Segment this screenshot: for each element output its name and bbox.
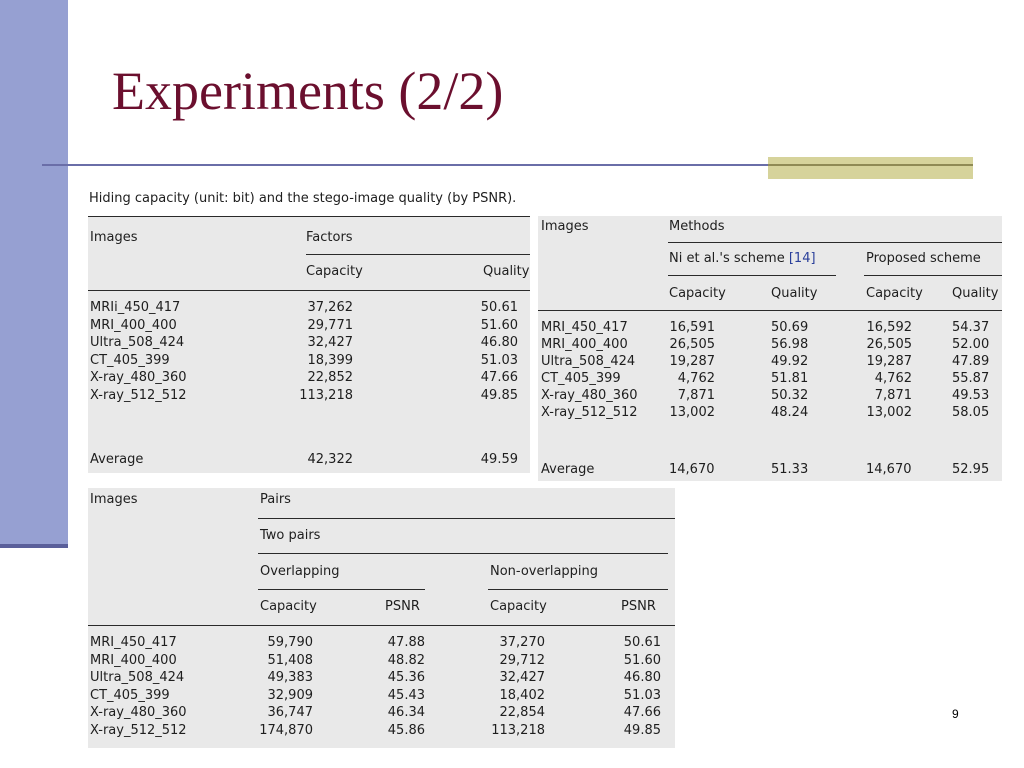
- table2-average-ni-quality: 51.33: [771, 462, 809, 477]
- table3-header-psnr-overlapping: PSNR: [385, 599, 420, 614]
- page-number: 9: [952, 707, 959, 721]
- table1-header-rule: [88, 290, 530, 291]
- table2-header-proposed-scheme: Proposed scheme: [866, 251, 981, 266]
- table2-header-quality-ni: Quality: [771, 286, 818, 301]
- table2-row-ni-quality: 48.24: [771, 405, 809, 420]
- table3: [88, 488, 675, 748]
- table2-average-ni-capacity: 14,670: [669, 462, 715, 477]
- table3-header-capacity-non-overlapping: Capacity: [490, 599, 547, 614]
- table3-row-nonoverlap-psnr: 51.60: [623, 652, 661, 668]
- left-accent-bar-edge: [0, 544, 68, 548]
- table1-average-capacity: 42,322: [307, 452, 353, 467]
- table2-row-image: MRI_450_417: [541, 320, 628, 335]
- table3-row-nonoverlap-capacity: 18,402: [499, 687, 545, 703]
- table2-average-proposed-quality: 52.95: [952, 462, 990, 477]
- table2-row-ni-capacity: 16,591: [669, 320, 715, 335]
- table2-row-image: Ultra_508_424: [541, 354, 636, 369]
- table1-caption: Hiding capacity (unit: bit) and the stego-image quality (by PSNR).: [89, 191, 517, 206]
- table1-row-image: X-ray_512_512: [90, 388, 187, 403]
- table1-row-image: MRI_400_400: [90, 317, 177, 333]
- table3-two-pairs-rule: [258, 553, 668, 554]
- table3-row-nonoverlap-psnr: 47.66: [623, 705, 661, 721]
- table3-row-image: CT_405_399: [90, 687, 170, 703]
- table2-header-methods: Methods: [669, 219, 725, 234]
- table1-top-rule: [88, 216, 530, 217]
- table2-row-ni-capacity: 4,762: [677, 371, 715, 386]
- table2-ni-rule: [668, 275, 836, 276]
- table3-row-nonoverlap-psnr: 50.61: [623, 635, 661, 650]
- table2-row-ni-capacity: 26,505: [669, 337, 715, 352]
- slide-title: Experiments (2/2): [112, 61, 504, 121]
- table3-row-overlap-psnr: 46.34: [387, 705, 425, 721]
- table1: [88, 216, 530, 473]
- table3-row-overlap-capacity: 174,870: [259, 723, 313, 738]
- table2-header-rule: [538, 310, 1002, 311]
- table1-row-quality: 46.80: [480, 335, 518, 351]
- table3-header-capacity-overlapping: Capacity: [260, 599, 317, 614]
- table2-row-proposed-quality: 47.89: [952, 354, 990, 369]
- table2-row-proposed-capacity: 19,287: [866, 354, 912, 369]
- table3-row-overlap-psnr: 45.86: [387, 723, 425, 738]
- table1-row-quality: 49.85: [480, 388, 518, 403]
- table1-row-image: MRIi_450_417: [90, 300, 181, 315]
- table3-row-image: MRI_400_400: [90, 652, 177, 668]
- table3-row-overlap-capacity: 36,747: [267, 705, 313, 721]
- table1-row-capacity: 113,218: [299, 388, 353, 403]
- table3-header-non-overlapping: Non-overlapping: [490, 564, 599, 579]
- table1-row-image: X-ray_480_360: [90, 370, 187, 386]
- table3-row-nonoverlap-capacity: 37,270: [499, 635, 545, 650]
- table2-row-proposed-capacity: 13,002: [866, 405, 912, 420]
- table2-proposed-rule: [864, 275, 1002, 276]
- table1-row-quality: 51.60: [480, 317, 518, 333]
- table1-row-quality: 50.61: [480, 300, 518, 315]
- table1-average-label: Average: [90, 452, 144, 467]
- table2-row-image: MRI_400_400: [541, 337, 628, 352]
- table3-row-overlap-psnr: 45.36: [387, 670, 425, 686]
- table1-row-capacity: 29,771: [307, 317, 353, 333]
- table1-header-factors: Factors: [306, 230, 353, 245]
- table3-header-overlapping: Overlapping: [260, 564, 340, 579]
- table1-row-capacity: 22,852: [307, 370, 353, 386]
- table3-header-two-pairs: Two pairs: [260, 528, 321, 543]
- table2-row-proposed-capacity: 16,592: [866, 320, 912, 335]
- table2-row-ni-capacity: 7,871: [677, 388, 715, 403]
- table3-row-overlap-capacity: 49,383: [267, 670, 313, 686]
- table3-row-overlap-psnr: 47.88: [387, 635, 425, 650]
- table3-row-nonoverlap-capacity: 32,427: [499, 670, 545, 686]
- table2-row-ni-capacity: 13,002: [669, 405, 715, 420]
- table2-row-proposed-capacity: 7,871: [874, 388, 912, 403]
- table2-header-capacity-ni: Capacity: [669, 286, 726, 301]
- table3-overlapping-rule: [258, 589, 425, 590]
- table3-row-overlap-psnr: 48.82: [387, 652, 425, 668]
- title-accent-block: [768, 157, 973, 179]
- table1-row-image: Ultra_508_424: [90, 335, 185, 351]
- table1-header-images: Images: [90, 230, 138, 245]
- table1-header-capacity: Capacity: [306, 264, 363, 279]
- table2-row-ni-quality: 50.69: [771, 320, 809, 335]
- table2: [538, 216, 1002, 481]
- table3-row-image: Ultra_508_424: [90, 670, 185, 686]
- table1-row-quality: 47.66: [480, 370, 518, 386]
- table3-non-overlapping-rule: [488, 589, 668, 590]
- left-accent-bar: [0, 0, 68, 548]
- table2-row-image: CT_405_399: [541, 371, 621, 386]
- table2-header-images: Images: [541, 219, 589, 234]
- table2-row-ni-quality: 49.92: [771, 354, 809, 369]
- table3-row-nonoverlap-capacity: 29,712: [499, 652, 545, 668]
- table2-row-proposed-quality: 55.87: [952, 371, 990, 386]
- table2-row-proposed-quality: 52.00: [952, 337, 990, 352]
- table2-row-image: X-ray_512_512: [541, 405, 638, 420]
- table3-row-overlap-capacity: 59,790: [267, 635, 313, 650]
- table3-row-image: X-ray_480_360: [90, 705, 187, 721]
- table3-row-overlap-psnr: 45.43: [387, 687, 425, 703]
- table2-row-proposed-capacity: 26,505: [866, 337, 912, 352]
- table2-row-ni-quality: 50.32: [771, 388, 809, 403]
- table1-header-quality: Quality: [483, 264, 530, 279]
- table1-row-capacity: 37,262: [307, 300, 353, 315]
- table1-row-capacity: 32,427: [307, 335, 353, 351]
- table2-row-proposed-quality: 54.37: [952, 320, 990, 335]
- table3-row-nonoverlap-psnr: 46.80: [623, 670, 661, 686]
- table2-average-label: Average: [541, 462, 595, 477]
- table2-row-proposed-capacity: 4,762: [874, 371, 912, 386]
- table3-header-images: Images: [90, 492, 138, 507]
- table2-header-ni-scheme: Ni et al.'s scheme [14]: [669, 251, 816, 266]
- table2-methods-rule: [668, 242, 1002, 243]
- table2-ni-citation-link[interactable]: [14]: [788, 251, 816, 266]
- table1-average-quality: 49.59: [480, 452, 518, 467]
- table2-header-quality-proposed: Quality: [952, 286, 999, 301]
- table1-factors-rule: [306, 254, 530, 255]
- table3-header-pairs: Pairs: [260, 492, 291, 507]
- table1-row-capacity: 18,399: [307, 352, 353, 368]
- table2-row-ni-quality: 56.98: [771, 337, 809, 352]
- table2-row-image: X-ray_480_360: [541, 388, 638, 403]
- title-accent-line: [768, 164, 973, 166]
- table3-row-nonoverlap-psnr: 51.03: [623, 687, 661, 703]
- table2-row-proposed-quality: 58.05: [952, 405, 990, 420]
- table3-row-nonoverlap-capacity: 22,854: [499, 705, 545, 721]
- table3-row-overlap-capacity: 32,909: [267, 687, 313, 703]
- table3-row-image: X-ray_512_512: [90, 723, 187, 738]
- table2-average-proposed-capacity: 14,670: [866, 462, 912, 477]
- table3-row-nonoverlap-capacity: 113,218: [491, 723, 545, 738]
- table3-header-psnr-non-overlapping: PSNR: [621, 599, 656, 614]
- table3-row-image: MRI_450_417: [90, 635, 177, 650]
- table3-row-overlap-capacity: 51,408: [267, 652, 313, 668]
- table2-header-capacity-proposed: Capacity: [866, 286, 923, 301]
- table1-row-quality: 51.03: [480, 352, 518, 368]
- table1-row-image: CT_405_399: [90, 352, 170, 368]
- table3-header-rule: [88, 625, 675, 626]
- table3-pairs-rule: [258, 518, 675, 519]
- table2-row-ni-quality: 51.81: [771, 371, 809, 386]
- table2-row-ni-capacity: 19,287: [669, 354, 715, 369]
- table2-row-proposed-quality: 49.53: [952, 388, 990, 403]
- table3-row-nonoverlap-psnr: 49.85: [623, 723, 661, 738]
